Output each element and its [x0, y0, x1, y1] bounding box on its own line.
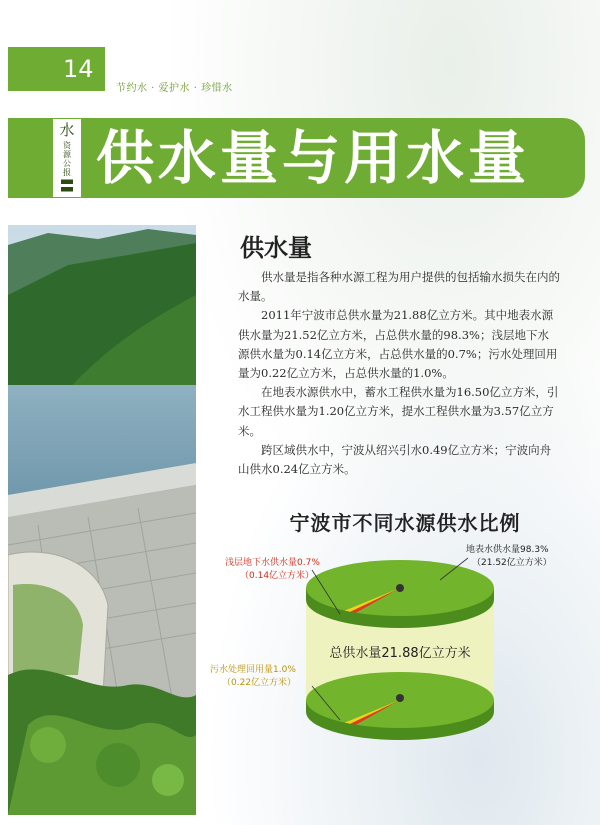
page-number: 14 — [63, 55, 94, 83]
page-number-box — [8, 47, 105, 91]
page-title: 供水量与用水量 — [96, 124, 531, 192]
slice-sub-groundwater: （0.14亿立方米） — [240, 571, 315, 581]
chart-title: 宁波市不同水源供水比例 — [289, 511, 521, 535]
slice-label-recycled: 污水处理回用量1.0% — [210, 665, 296, 675]
chart-center-label: 总供水量21.88亿立方米 — [329, 646, 471, 661]
water-supply-chart — [200, 540, 600, 820]
reservoir-photo-image — [8, 225, 196, 815]
paragraph: 供水量是指各种水源工程为用户提供的包括输水损失在内的水量。 — [238, 270, 560, 304]
slice-label-groundwater: 浅层地下水供水量0.7% — [225, 558, 320, 568]
slice-label-surface: 地表水供水量98.3% — [466, 545, 549, 555]
body-text — [238, 268, 560, 479]
bulletin-logo — [52, 118, 82, 198]
logo-char: 水 — [59, 121, 75, 139]
slogan: 节约水 · 爱护水 · 珍惜水 — [116, 83, 233, 94]
paragraph: 在地表水源供水中，蓄水工程供水量为16.50亿立方米，引水工程供水量为1.20亿立方米，提水工程供水量为3.57亿立方米。 — [238, 385, 559, 438]
reservoir-photo — [8, 225, 196, 815]
logo-mark-icon: 〓 — [59, 177, 75, 195]
logo-small-text: 资源公报 — [63, 141, 71, 177]
section-heading: 供水量 — [240, 234, 312, 262]
slice-sub-recycled: （0.22亿立方米） — [222, 678, 297, 688]
paragraph: 跨区域供水中，宁波从绍兴引水0.49亿立方米；宁波向舟山供水0.24亿立方米。 — [238, 442, 552, 477]
paragraph: 2011年宁波市总供水量为21.88亿立方米。其中地表水源供水量为21.52亿立方米，占总供水量的98.3%；浅层地下水源供水量为0.14亿立方米，占总供水量的0.7%；污水处理回用量为0.22亿立方米，占总供水量的1.0%。 — [238, 308, 558, 381]
upper-disc-hub — [396, 584, 404, 592]
slice-sub-surface: （21.52亿立方米） — [472, 558, 552, 568]
lower-disc-hub — [396, 694, 404, 702]
